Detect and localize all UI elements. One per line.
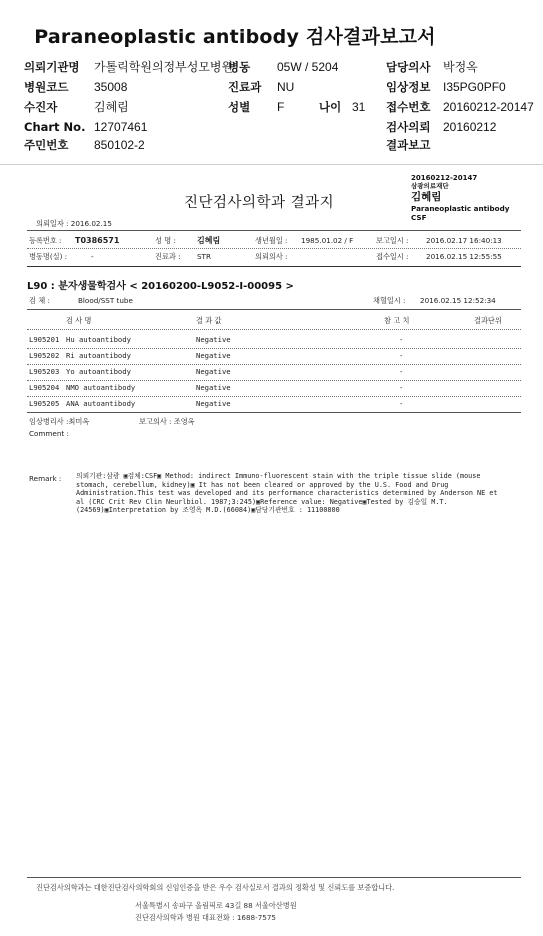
rule-info-mid: [27, 248, 521, 249]
comment-label: Comment :: [29, 429, 69, 438]
row-ref: -: [399, 399, 404, 408]
row-divider: [27, 380, 521, 381]
footer-address: 서울특별시 송파구 올림픽로 43길 88 서울아산병원: [135, 901, 297, 910]
row-test-name: Yo autoantibody: [66, 367, 131, 376]
dept-label-report: 진료과 :: [155, 252, 181, 261]
ward-label-report: 병동명(실) :: [29, 252, 68, 261]
hospital-code-value: 35008: [94, 80, 128, 94]
remark-line: al (CRC Crit Rev Clin Neurlbiol. 1987;3:245)▣Reference value: Negative▣Tested by 김승일 M.T.: [76, 497, 448, 506]
result-report-label: 결과보고: [386, 138, 431, 152]
stamp-test-name: Paraneoplastic antibody: [411, 204, 510, 213]
clinical-info-label: 임상정보: [386, 80, 431, 94]
receipt-no-value: 20160212-20147: [443, 100, 534, 114]
rule-footer: [27, 877, 521, 878]
ward-label: 병동: [228, 60, 251, 74]
row-code: L905204: [29, 383, 60, 392]
row-test-name: NMO autoantibody: [66, 383, 136, 392]
remark-line: Administration.This test was developed and its performance characteristics determined by Anderson NE et: [76, 489, 498, 498]
row-ref: -: [399, 335, 404, 344]
rule-table-bottom: [27, 412, 521, 413]
department-value: NU: [277, 80, 295, 94]
footer-phone: 진단검사의학과 병원 대표전화 : 1688-7575: [135, 913, 276, 922]
request-date: 의뢰일자 : 2016.02.15: [36, 219, 112, 228]
remark-line: (24569)▣Interpretation by 조영옥 M.D.(66084)▣담당기관번호 : 11100800: [76, 506, 340, 515]
col-header-ref: 참 고 치: [384, 316, 410, 325]
rule-info-bottom: [27, 266, 521, 267]
row-test-name: ANA autoantibody: [66, 399, 136, 408]
reg-no-value: T0386571: [75, 236, 120, 245]
institution-label: 의뢰기관명: [24, 60, 80, 74]
hospital-code-label: 병원코드: [24, 80, 69, 94]
reg-no-label: 등록번호 :: [29, 236, 62, 245]
sex-label: 성별: [228, 100, 251, 114]
age-label: 나이: [319, 100, 342, 114]
col-header-test: 검 사 명: [66, 316, 92, 325]
chart-no-label: Chart No.: [24, 120, 86, 134]
sex-value: F: [277, 100, 285, 114]
resident-no-label: 주민번호: [24, 138, 69, 152]
collect-label: 채혈일시 :: [373, 296, 406, 305]
rule-top: [27, 230, 521, 231]
row-test-name: Hu autoantibody: [66, 335, 131, 344]
test-request-label: 검사의뢰: [386, 120, 431, 134]
specimen-value: Blood/SST tube: [78, 296, 133, 305]
report-dt-value: 2016.02.17 16:40:13: [426, 236, 502, 245]
document-title: Paraneoplastic antibody 검사결과보고서: [34, 26, 436, 48]
dob-label: 생년월일 :: [255, 236, 288, 245]
stamp-specimen: CSF: [411, 213, 427, 222]
stamp-patient-name: 김혜림: [411, 191, 442, 203]
row-result: Negative: [196, 367, 231, 376]
remark-text: [76, 472, 524, 515]
row-divider: [27, 348, 521, 349]
row-code: L905201: [29, 335, 60, 344]
ward-value-report: -: [91, 252, 94, 261]
order-line: L90 : 분자생물학검사 < 20160200-L9052-I-00095 >: [27, 281, 294, 292]
receipt-dt-value: 2016.02.15 12:55:55: [426, 252, 502, 261]
collect-value: 2016.02.15 12:52:34: [420, 296, 496, 305]
receipt-no-label: 접수번호: [386, 100, 431, 114]
department-label: 진료과: [228, 80, 262, 94]
row-ref: -: [399, 367, 404, 376]
row-result: Negative: [196, 335, 231, 344]
scanned-report: [0, 168, 543, 936]
row-result: Negative: [196, 383, 231, 392]
dob-value: 1985.01.02 / F: [301, 236, 354, 245]
doctor-value: 박정옥: [443, 60, 478, 74]
remark-line: 의뢰기관:삼광 ▣검체:CSF▣ Method: indirect Immuno-fluorescent stain with the triple tissue slide (mouse: [76, 472, 481, 480]
row-code: L905205: [29, 399, 60, 408]
row-code: L905203: [29, 367, 60, 376]
row-test-name: Ri autoantibody: [66, 351, 131, 360]
resident-no-value: 850102-2: [94, 138, 145, 152]
reporter: 보고의사 : 조영옥: [139, 417, 195, 426]
dept-value-report: STR: [197, 252, 211, 261]
receipt-dt-label: 접수일시 :: [376, 252, 409, 261]
row-ref: -: [399, 383, 404, 392]
chart-no-value: 12707461: [94, 120, 148, 134]
remark-line: stomach, cerebellum, kidney)▣ It has not been cleared or approved by the U.S. Food and Drug: [76, 480, 449, 489]
remark-label: Remark :: [29, 474, 62, 483]
ward-value: 05W / 5204: [277, 60, 339, 74]
row-ref: -: [399, 351, 404, 360]
row-divider: [27, 364, 521, 365]
footer-certification: 진단검사의학과는 대한진단검사의학회의 신임인증을 받은 우수 검사실로서 결과의 정확성 및 신뢰도를 보증합니다.: [36, 883, 395, 892]
req-doctor-label: 의뢰의사 :: [255, 252, 288, 261]
row-divider: [27, 396, 521, 397]
report-dt-label: 보고일시 :: [376, 236, 409, 245]
clinician: 임상병리사 :최미옥: [29, 417, 90, 426]
examinee-label: 수진자: [24, 100, 58, 114]
name-value: 김혜림: [197, 236, 221, 245]
specimen-stamp: [411, 174, 529, 222]
name-label: 성 명 :: [155, 236, 176, 245]
test-request-value: 20160212: [443, 120, 497, 134]
row-code: L905202: [29, 351, 60, 360]
age-value: 31: [352, 100, 366, 114]
row-result: Negative: [196, 399, 231, 408]
col-header-result: 결 과 값: [196, 316, 222, 325]
header-divider: [0, 164, 543, 165]
col-header-unit: 결과단위: [474, 316, 502, 325]
stamp-lab-name: 삼광의료재단: [411, 182, 449, 190]
specimen-label: 검 체 :: [29, 296, 50, 305]
rule-table-header: [27, 329, 521, 330]
clinical-info-value: I35PG0PF0: [443, 80, 506, 94]
row-result: Negative: [196, 351, 231, 360]
examinee-value: 김혜림: [94, 100, 129, 114]
institution-value: 가톨릭학원의정부성모병원: [94, 60, 234, 74]
doctor-label: 담당의사: [386, 60, 431, 74]
stamp-receipt-no: 20160212-20147: [411, 174, 478, 182]
report-title: 진단검사의학과 결과지: [184, 195, 335, 211]
rule-table-top: [27, 309, 521, 310]
